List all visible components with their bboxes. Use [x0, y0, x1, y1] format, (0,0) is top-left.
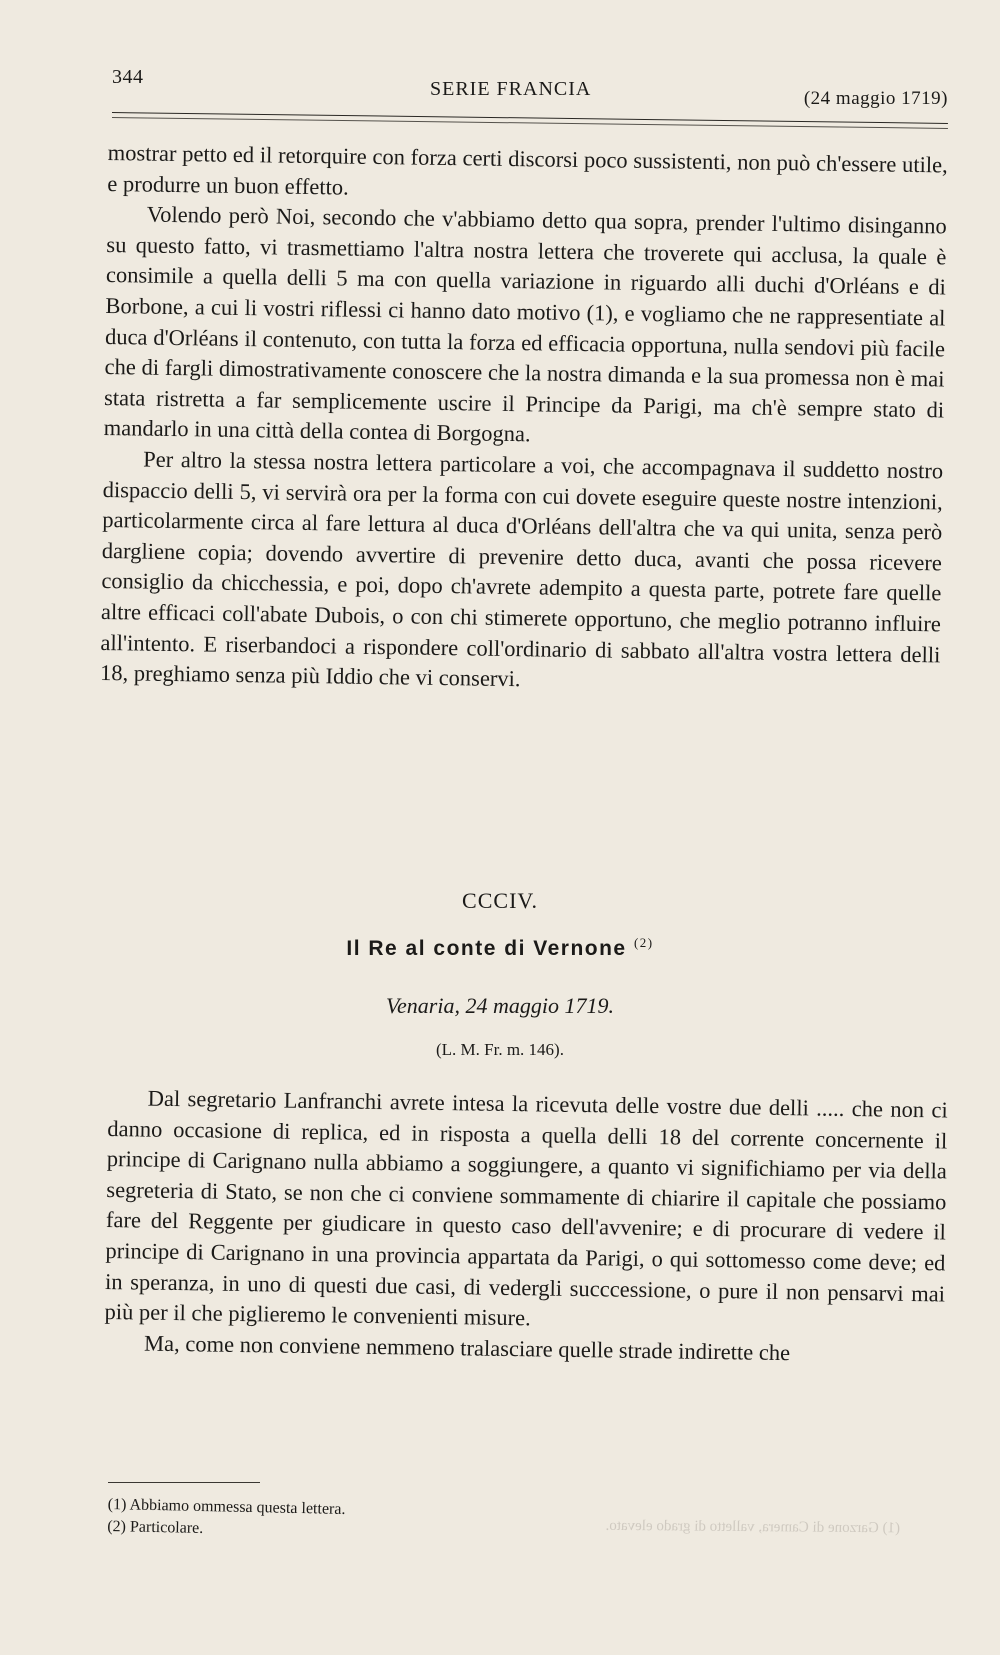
archival-source: (L. M. Fr. m. 146). [436, 1040, 564, 1059]
page-number: 344 [112, 66, 144, 88]
place-date: Venaria, 24 maggio 1719. [386, 993, 614, 1018]
letter-continuation [100, 138, 948, 701]
header-date: (24 maggio 1719) [803, 88, 948, 109]
footnote-rule [108, 1482, 260, 1483]
footnote: (2) Particolare. [107, 1517, 204, 1538]
document-number: CCCIV. [462, 888, 538, 913]
letter-body [104, 1083, 948, 1371]
footnote-marker: (2) [633, 935, 654, 950]
paragraph: Volendo però Noi, secondo che v'abbiamo detto qua sopra, prender l'ultimo disinganno su questo fatto, vi trasmettiamo l'altra nostra lettera che troverete qui acclusa, la quale è consimile a quella delli 5 ma con quella variazione in riguardo alli duchi d'Orléans e di Borbone, a cui li vostri riflessi ci hanno dato motivo (1), e vogliamo che ne rappresentiate al duca d'Orléans il contenuto, con tutta la forza ed efficacia opportuna, nulla sendovi più facile che di fargli dimostrativamente conoscere che la nostra dimanda e la sua promessa non è mai stata ristretta a far semplicemente uscire il Principe da Parigi, ma ch'è sempre stato di mandarlo in una città della contea di Borgogna. [103, 201, 947, 447]
paragraph: Per altro la stessa nostra lettera particolare a voi, che accompagnava il suddetto nostro dispaccio delli 5, vi servirà ora per la forma con cui dovete eseguire queste nostre intenzioni, particolarmente circa al fare lettura al duca d'Orléans dell'altra che va qui unita, senza però dargliene copia; dovendo avvertire di prevenire detto duca, avanti che possa ricevere consiglio da chicchessia, e poi, dopo ch'avrete adempito a questa parte, potrete fare quelle altre efficaci coll'abate Dubois, o con chi stimerete opportuno, che meglio potranno influire all'intento. E riserbandoci a rispondere coll'ordinario di sabbato all'altra vostra lettera delli 18, preghiamo senza più Iddio che vi conservi. [99, 446, 944, 692]
bleed-through-text: (1) Garzone di Camera, valletto di grado elevato. [605, 1517, 901, 1537]
series-title: SERIE FRANCIA [430, 78, 592, 100]
paragraph: Dal segretario Lanfranchi avrete intesa la ricevuta delle vostre due delli ..... che non ci danno occasione di replica, ed in risposta a quella delli 18 del corrente concernente il principe di Carignano nulla abbiamo a soggiungere, a quanto vi significhiamo per via della segreteria di Stato, se non che ci conviene sommamente di chiarire il capitale che possiamo fare del Reggente per giudicare in questo caso dell'avvenire; e di procurare di vedere il principe di Carignano in una provincia appartata da Parigi, o qui sottomesso come deve; ed in speranza, in uno di questi due casi, di vedergli succcessione, o pure il non pensarvi mai più per il che piglieremo le convenienti misure. [104, 1085, 948, 1331]
document-title-text: Il Re al conte di Vernone [346, 937, 627, 960]
paragraph: mostrar petto ed il retorquire con forza certi discorsi poco sussistenti, non può ch'essere utile, e produrre un buon effetto. [107, 139, 948, 200]
paragraph: Ma, come non conviene nemmeno tralasciare quelle strade indirette che [143, 1330, 791, 1365]
document-title [0, 935, 1000, 961]
header-rule-thin [112, 117, 948, 129]
footnote: (1) Abbiamo ommessa questa lettera. [107, 1495, 346, 1518]
running-header [112, 66, 948, 109]
